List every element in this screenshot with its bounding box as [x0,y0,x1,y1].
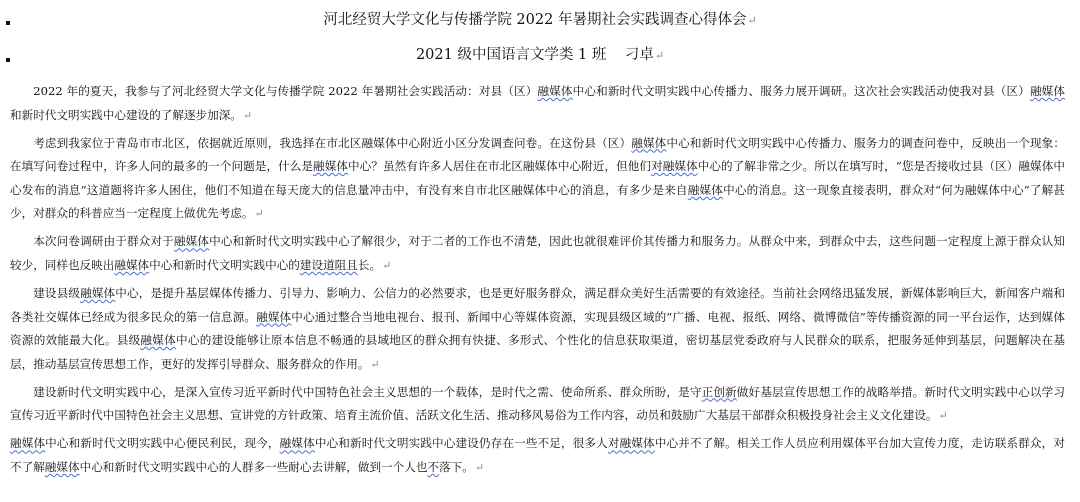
paragraph-text: 中心并不了解。相关工作人员应利用媒体平台加大宣传力度，走访联系群众，对不了解 [10,436,1065,474]
return-mark-icon: ↵ [254,207,264,221]
spellcheck-flagged-word: 融媒体 [1029,84,1065,98]
paragraph-text: 中心和新时代文明实践中心传播力、服务力展开调研。这次社会实践活动使我对县（区） [572,84,1030,98]
paragraph-text: 建设县级 [33,285,81,300]
paragraph-text: 长。 [357,257,382,272]
body-paragraph[interactable] [10,230,1065,277]
spellcheck-flagged-word: 对融媒体 [651,159,698,174]
document-title-line [0,10,1080,31]
spellcheck-flagged-word: 对融媒体 [607,436,655,451]
spellcheck-flagged-word: 融媒体 [80,285,116,300]
return-mark-icon: ↵ [382,258,392,272]
paragraph-text: 中心和新时代文明实践中心的人群多一些耐心去讲解，做到一个人也 [79,459,428,474]
body-paragraph[interactable] [10,132,1065,226]
body-paragraph[interactable] [10,80,1065,127]
paragraph-text: 中心和新时代文明实践中心便民利民，现今， [45,436,280,451]
body-paragraph[interactable] [10,432,1065,479]
spellcheck-flagged-word: 融媒体 [537,84,573,98]
paragraph-text: 建设新时代文明实践中心，是深入宣传习近平新时代中国特色社会主义思想的一个载体，是时代之需、使命所系、群众所盼，是守 [33,384,702,399]
paragraph-text: 中心的建设能够让原本信息不畅通的县域地区的群众拥有快捷、多形式、个性化的信息获取渠道，密切基层党委政府与人民群众的联系，把服务延伸到基层，问题解决在基层，推动基层宣传思想工作，更好的发挥引导群众、服务群众的作用。 [10,333,1065,371]
paragraph-text: 中心和新时代文明实践中心的 [149,257,300,272]
paragraph-text: 做好基层宣传思想工作的战略举措。新时代文明实践中心以学习宣传习近平新时代中国特色社会主义思想、宣讲党的方针政策、培育主流价值、活跃文化生活、推动移风易俗为工作内容，动员和鼓励广大基层干部群众积极投身社会主义文化建设。 [10,384,1065,423]
body-paragraph[interactable] [10,381,1065,428]
paragraph-text: 中心和新时代文明实践中心传播力、服务力的调查问卷中，反映出一个现象：在填写问卷过程中，许多人问的最多的一个问题是，什么是 [10,135,1065,174]
spellcheck-flagged-word: 融媒体 [140,333,176,348]
paragraph-text: 和新时代文明实践中心建设的了解逐步加深。 [10,107,242,122]
paragraph-text: 考虑到我家位于青岛市市北区，依据就近原则，我选择在市北区融媒体中心附近小区分发调查问卷。在这份县（区） [33,135,632,150]
paragraph-text: 中心的了解非常之少。所以在填写时，“您是否接收过县（区）融媒体中心发布的消息”这道题将许多人困住，他们不知道在每天庞大的信息量冲击中，有没有来自市北区融媒体中心的消息，有多少是来自 [10,159,1065,197]
spellcheck-flagged-word: 建设道阻且 [299,257,358,272]
return-mark-icon: ↵ [938,409,948,423]
return-mark-icon: ↵ [242,108,253,122]
spellcheck-flagged-word: 融媒体 [687,182,724,197]
spellcheck-flagged-word: 融媒体 [256,309,292,324]
paragraph-text: 2022 年的夏天，我参与了河北经贸大学文化与传播学院 2022 年暑期社会实践活动：对县（区） [33,84,538,98]
spellcheck-flagged-word: 融媒体 [10,436,46,451]
paragraph-text: 落下。 [439,459,474,474]
paragraph-text: 中心？虽然有许多人居住在市北区融媒体中心附近，但他们 [348,159,652,174]
spellcheck-flagged-word: 融媒体 [631,135,667,150]
spellcheck-flagged-word: 融媒体 [279,436,315,451]
paragraph-text: 中心的消息。这一现象直接表明，群众对“何为融媒体中心”了解甚少，对群众的科普应当一定程度上做优先考虑。 [10,182,1066,221]
return-mark-icon: ↵ [474,460,485,474]
body-paragraph[interactable] [10,282,1065,376]
byline-line [0,45,1080,66]
spellcheck-flagged-word: 融媒体 [44,459,80,474]
spellcheck-flagged-word: 融媒体 [114,257,150,272]
paragraph-text: 中心和新时代文明实践中心了解很少，对于二者的工作也不清楚，因此也就很难评价其传播力和服务力。从群众中来，到群众中去，这些问题一定程度上源于群众认知较少，同样也反映出 [10,234,1065,272]
spellcheck-flagged-word: 融媒体 [313,159,349,174]
paragraph-text: 中心和新时代文明实践中心建设仍存在一些不足，很多人 [314,436,608,451]
return-mark-icon: ↵ [370,357,380,371]
paragraph-text: 中心，是提升基层媒体传播力、引导力、影响力、公信力的必然要求，也是更好服务群众，满足群众美好生活需要的有效途径。当前社会网络迅猛发展，新媒体影响巨大，新闻客户端和各类社交媒体已经成为很多民众的第一信息源。 [10,285,1065,324]
spellcheck-flagged-word: 融媒体 [173,234,210,249]
paragraph-text: 中心通过整合当地电视台、报刊、新闻中心等媒体资源，实现县级区域的“广播、电视、报纸、网络、微博微信”等传播资源的同一平台运作，达到媒体资源的效能最大化。县级 [10,309,1065,348]
spellcheck-flagged-word: 不 [427,459,440,474]
return-mark-icon: ↵ [654,49,665,62]
spellcheck-flagged-word: 正创新 [701,384,737,399]
paragraph-text: 本次问卷调研由于群众对于 [33,234,174,249]
document-title[interactable]: 河北经贸大学文化与传播学院 2022 年暑期社会实践调查心得体会 [323,12,747,28]
byline[interactable]: 2021 级中国语言文学类 1 班 刁卓 [415,47,654,63]
document-body[interactable] [10,80,1065,484]
return-mark-icon: ↵ [747,14,757,27]
